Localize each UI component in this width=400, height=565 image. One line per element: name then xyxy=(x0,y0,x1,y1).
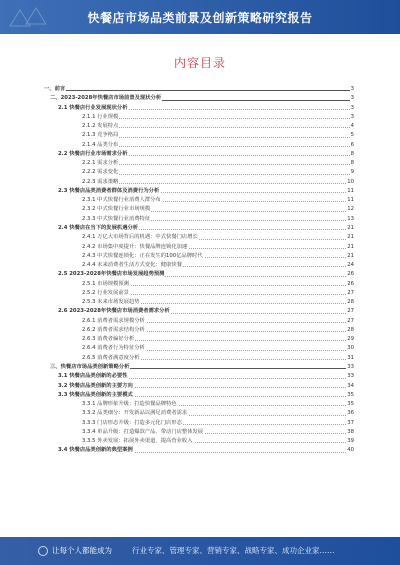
toc-entry-title: 2.5.2 行业发展前景 xyxy=(82,289,130,298)
toc-entry[interactable] xyxy=(44,224,354,233)
toc-entry-page: 3 xyxy=(350,104,354,113)
toc-entry-page: 27 xyxy=(346,307,354,316)
footer-banner xyxy=(0,537,400,565)
toc-entry[interactable] xyxy=(44,409,354,418)
toc-entry-page: 13 xyxy=(346,215,354,224)
toc-leader xyxy=(82,127,354,128)
header-banner xyxy=(0,0,400,34)
toc-entry-title: 2.6 2023-2028年快餐店市场消费者需求分析 xyxy=(58,307,171,316)
toc-entry-title: 2.2.1 需求分析 xyxy=(82,159,119,168)
toc-entry[interactable] xyxy=(44,252,354,261)
toc-entry[interactable] xyxy=(44,233,354,242)
toc-entry-page: 3 xyxy=(350,85,354,94)
toc-leader xyxy=(82,137,354,138)
footer-logo-icon xyxy=(38,546,48,556)
toc-entry-page: 38 xyxy=(346,428,354,437)
toc-entry-title: 一、前言 xyxy=(44,85,66,94)
toc-entry-page: 11 xyxy=(346,196,354,205)
toc-entry-page: 8 xyxy=(350,150,354,159)
toc-entry[interactable] xyxy=(44,317,354,326)
toc-entry-title: 2.2.2 需求变化 xyxy=(82,168,119,177)
toc-entry[interactable] xyxy=(44,289,354,298)
toc-entry-title: 三、快餐店市场品类创新策略分析 xyxy=(50,363,130,372)
toc-entry-page: 35 xyxy=(346,400,354,409)
toc-heading: 内容目录 xyxy=(173,56,226,70)
toc-entry-page: 26 xyxy=(346,270,354,279)
toc-entry[interactable] xyxy=(44,382,354,391)
toc-entry-title: 2.4.1 万亿大市场背后的机遇：中式快餐门店增长 xyxy=(82,233,199,242)
toc-entry[interactable] xyxy=(44,104,354,113)
toc-entry-title: 2.6.4 消费者行为特征分析 xyxy=(82,344,146,353)
toc-entry[interactable] xyxy=(44,298,354,307)
toc-entry-page: 12 xyxy=(346,205,354,214)
toc-entry[interactable] xyxy=(44,419,354,428)
toc-entry-title: 3.2 快餐店品类创新的主要方向 xyxy=(58,382,134,391)
toc-entry-title: 2.2 快餐店行业市场需求分析 xyxy=(58,150,129,159)
toc-entry[interactable] xyxy=(44,113,354,122)
toc-entry[interactable] xyxy=(44,428,354,437)
toc-entry-title: 二、2023-2028年快餐店市场前景及现状分析 xyxy=(50,94,162,103)
toc-entry[interactable] xyxy=(44,122,354,131)
toc-entry-title: 3.1 快餐店品类创新的必要性 xyxy=(58,372,129,381)
toc-entry-page: 21 xyxy=(346,243,354,252)
toc-entry-page: 30 xyxy=(346,344,354,353)
toc-entry[interactable] xyxy=(44,94,354,103)
toc-entry-title: 2.1.2 发展特点 xyxy=(82,122,119,131)
toc-entry-title: 3.3.1 品牌形象升级：打造快餐品牌特色 xyxy=(82,400,178,409)
toc-leader xyxy=(82,174,354,175)
toc-entry[interactable] xyxy=(44,326,354,335)
toc-leader xyxy=(82,146,354,147)
toc-entry[interactable] xyxy=(44,400,354,409)
toc-entry-page: 28 xyxy=(346,298,354,307)
toc-entry-title: 2.4.3 中式快餐连锁化：正在发生的100亿品牌时代 xyxy=(82,252,204,261)
toc-entry-title: 2.1.4 品类分布 xyxy=(82,141,119,150)
toc-entry[interactable] xyxy=(44,354,354,363)
toc-entry-title: 2.5 2023-2028年快餐店市场发展趋势预测 xyxy=(58,270,165,279)
toc-entry-page: 27 xyxy=(346,317,354,326)
toc-entry[interactable] xyxy=(44,205,354,214)
footer-slogan: 让每个人都能成为 xyxy=(52,546,112,555)
toc-entry[interactable] xyxy=(44,446,354,455)
toc-entry-title: 2.4.4 未来消费者生活方式变化：健康快餐 xyxy=(82,261,183,270)
toc-entry[interactable] xyxy=(44,187,354,196)
toc-entry-page: 34 xyxy=(346,382,354,391)
toc-entry[interactable] xyxy=(44,243,354,252)
toc-entry-page: 10 xyxy=(346,178,354,187)
toc-entry-title: 2.1 快餐店行业发展现状分析 xyxy=(58,104,129,113)
toc-entry[interactable] xyxy=(44,344,354,353)
toc-entry[interactable] xyxy=(44,391,354,400)
toc-entry-page: 40 xyxy=(346,446,354,455)
toc-entry-title: 3.3.2 品类细分：开发新品以满足消费者需求 xyxy=(82,409,188,418)
toc-entry-title: 3.4 快餐店品类创新的典型案例 xyxy=(58,446,134,455)
toc-entry[interactable] xyxy=(44,307,354,316)
toc-leader xyxy=(82,164,354,165)
toc-entry-title: 2.1.3 竞争格局 xyxy=(82,131,119,140)
toc-entry-title: 2.5.3 未来市场发展趋势 xyxy=(82,298,141,307)
toc-entry[interactable] xyxy=(44,150,354,159)
toc-entry-title: 2.4.2 市场集中度提升：快餐品牌连锁化加速 xyxy=(82,243,188,252)
toc-entry[interactable] xyxy=(44,196,354,205)
toc-entry-page: 33 xyxy=(346,372,354,381)
toc-entry-title: 3.3 快餐店品类创新的主要模式 xyxy=(58,391,134,400)
toc-leader xyxy=(82,118,354,119)
toc-entry-title: 2.6.3 消费者偏好分析 xyxy=(82,335,135,344)
toc-entry[interactable] xyxy=(44,372,354,381)
toc-entry-page: 21 xyxy=(346,252,354,261)
toc-entry[interactable] xyxy=(44,131,354,140)
toc-entry[interactable] xyxy=(44,159,354,168)
toc-entry-page: 24 xyxy=(346,261,354,270)
toc-entry-title: 2.6.2 消费者需求结构分析 xyxy=(82,326,146,335)
toc-entry-title: 2.3.1 中式快餐行业消费人群分布 xyxy=(82,196,162,205)
toc-entry-page: 26 xyxy=(346,280,354,289)
toc-entry-page: 6 xyxy=(350,141,354,150)
toc-entry-page: 3 xyxy=(350,94,354,103)
toc-entry[interactable] xyxy=(44,261,354,270)
toc-entry[interactable] xyxy=(44,215,354,224)
toc-entry-title: 2.2.3 需求策略 xyxy=(82,178,119,187)
toc-entry-page: 35 xyxy=(346,391,354,400)
toc-entry[interactable] xyxy=(44,335,354,344)
toc-entry[interactable] xyxy=(44,437,354,446)
toc-entry-page: 39 xyxy=(346,437,354,446)
report-title: 快餐店市场品类前景及创新策略研究报告 xyxy=(87,11,313,25)
toc-entry-title: 2.5.1 市场规模预测 xyxy=(82,280,130,289)
toc-entry[interactable] xyxy=(44,178,354,187)
toc-entry[interactable] xyxy=(44,363,354,372)
toc-entry-page: 3 xyxy=(350,113,354,122)
toc-entry-page: 29 xyxy=(346,335,354,344)
toc-entry-page: 33 xyxy=(346,363,354,372)
toc-entry-page: 37 xyxy=(346,419,354,428)
toc-entry-page: 27 xyxy=(346,289,354,298)
toc-entry-title: 3.3.4 单品升级：打造爆款产品，带动门店整体发展 xyxy=(82,428,204,437)
toc-entry[interactable] xyxy=(44,168,354,177)
table-of-contents xyxy=(44,85,354,456)
toc-entry-title: 2.1.1 行业规模 xyxy=(82,113,119,122)
toc-entry-page: 9 xyxy=(350,168,354,177)
toc-entry-page: 21 xyxy=(346,224,354,233)
toc-entry-title: 2.3.3 中式快餐行业消费特征 xyxy=(82,215,151,224)
toc-entry-title: 2.4 快餐店在当下的发展机遇分析 xyxy=(58,224,139,233)
toc-entry-page: 21 xyxy=(346,233,354,242)
toc-entry-page: 11 xyxy=(346,187,354,196)
toc-entry-page: 5 xyxy=(350,131,354,140)
toc-entry-title: 2.6.5 消费者满意度分析 xyxy=(82,354,141,363)
toc-entry-title: 2.6.1 消费者需求规模分析 xyxy=(82,317,146,326)
toc-leader xyxy=(44,90,354,91)
toc-entry-title: 3.3.5 外卖发展：拓展外卖渠道，提高营业收入 xyxy=(82,437,194,446)
toc-entry-page: 4 xyxy=(350,122,354,131)
toc-entry[interactable] xyxy=(44,141,354,150)
toc-entry-page: 31 xyxy=(346,354,354,363)
toc-entry[interactable] xyxy=(44,85,354,94)
toc-entry-title: 2.3.2 中式快餐行业市场规模 xyxy=(82,205,151,214)
toc-entry-page: 28 xyxy=(346,326,354,335)
toc-entry-title: 2.3 快餐店品类消费者群体及消费行为分析 xyxy=(58,187,160,196)
toc-entry-page: 36 xyxy=(346,409,354,418)
footer-tagline: 行业专家、管理专家、营销专家、战略专家、成功企业家…… xyxy=(132,546,335,555)
toc-entry-page: 8 xyxy=(350,159,354,168)
toc-leader xyxy=(82,183,354,184)
toc-entry-title: 3.3.3 门店形态升级：打造多元化门店形态 xyxy=(82,419,183,428)
toc-entry[interactable] xyxy=(44,270,354,279)
toc-entry[interactable] xyxy=(44,280,354,289)
